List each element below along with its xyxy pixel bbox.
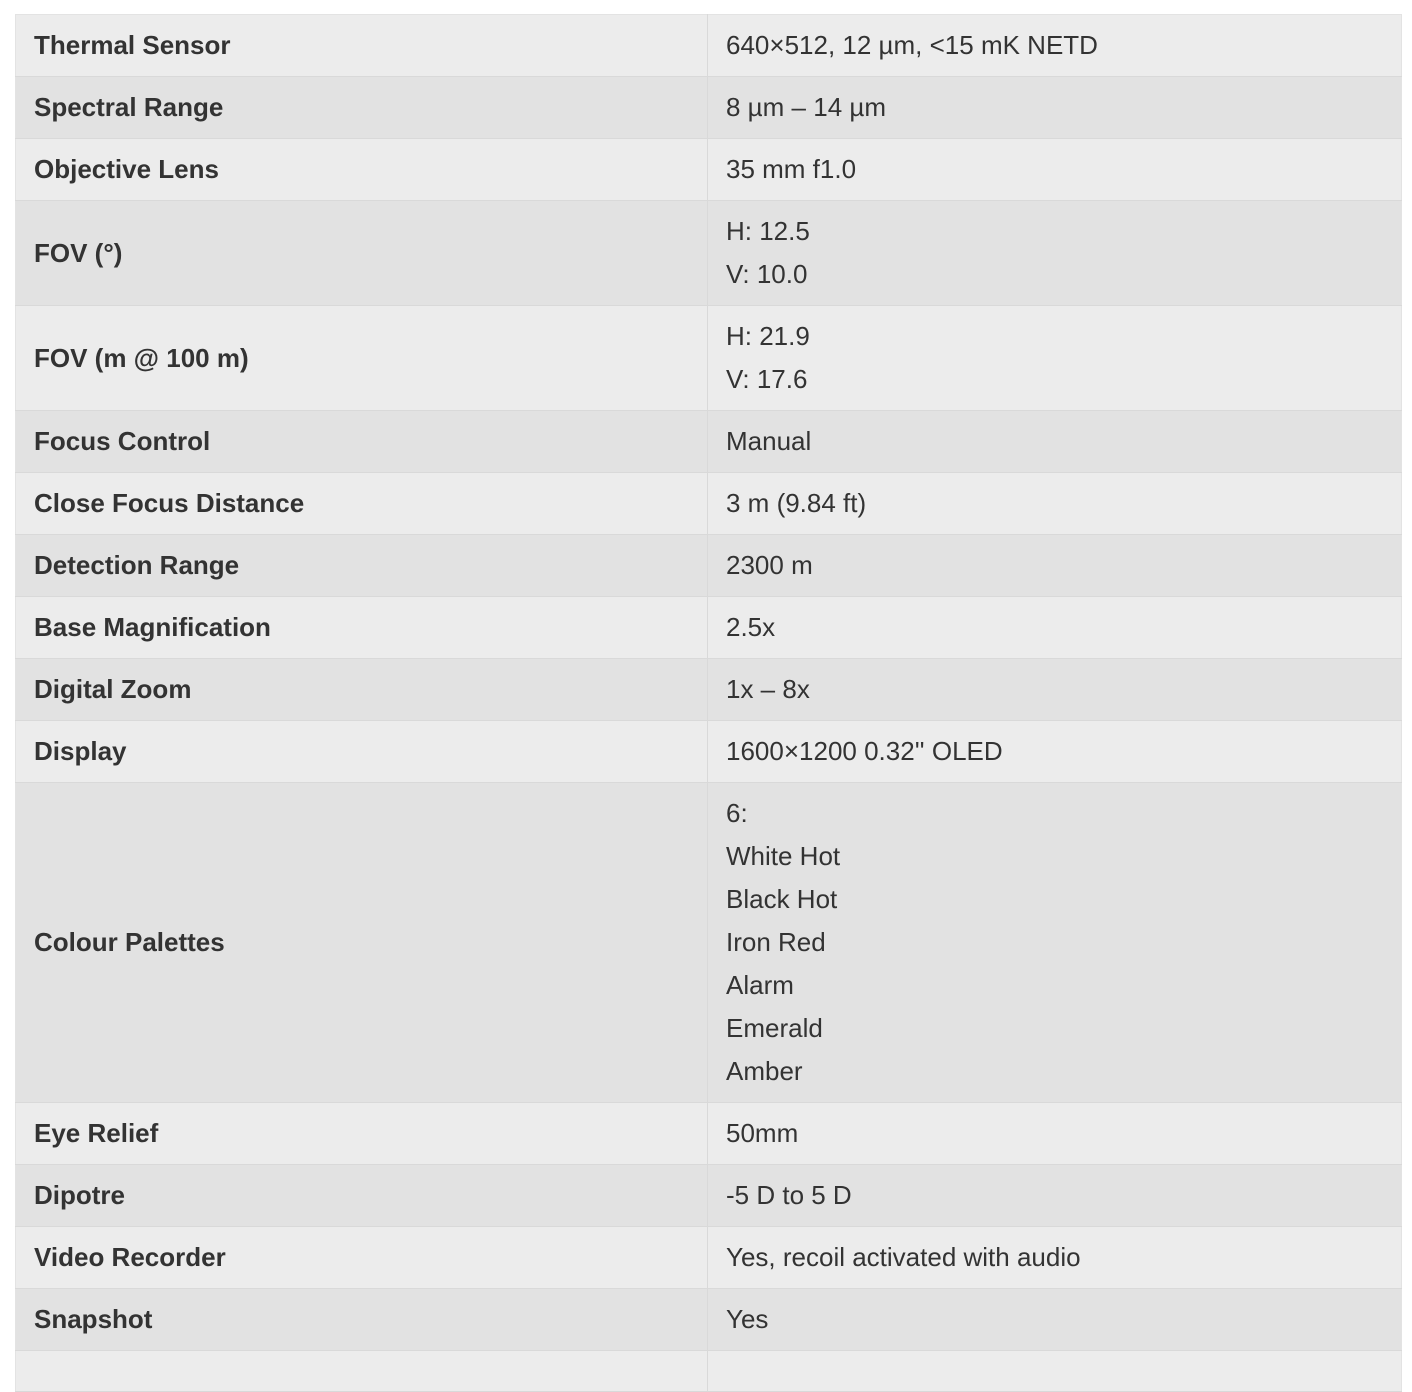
spec-label: Objective Lens [16,139,708,201]
spec-row [16,201,1402,306]
spec-label: FOV (°) [16,201,708,306]
spec-value-line: Yes, recoil activated with audio [726,1242,1081,1272]
spec-value-line: V: 17.6 [726,364,808,394]
spec-label: Display [16,721,708,783]
spec-label: Digital Zoom [16,659,708,721]
spec-label: FOV (m @ 100 m) [16,306,708,411]
spec-label: Spectral Range [16,77,708,139]
spec-value-line: 1x – 8x [726,674,810,704]
spec-value [708,473,1402,535]
spec-row [16,77,1402,139]
spec-row [16,721,1402,783]
spec-value-line: H: 12.5 [726,216,810,246]
spec-value [708,306,1402,411]
spec-value-line: 2300 m [726,550,813,580]
spec-value [708,535,1402,597]
spec-value-line: 3 m (9.84 ft) [726,488,867,518]
spec-value [708,77,1402,139]
spec-value-line: 8 µm – 14 µm [726,92,887,122]
spec-value-empty [708,1351,1402,1392]
spec-row [16,783,1402,1103]
spec-value-line: H: 21.9 [726,321,810,351]
spec-value-line: V: 10.0 [726,259,808,289]
spec-row [16,15,1402,77]
spec-row [16,535,1402,597]
spec-row [16,1103,1402,1165]
spec-row-partial [16,1351,1402,1392]
spec-row [16,411,1402,473]
spec-value-line: Manual [726,426,812,456]
spec-value [708,1103,1402,1165]
spec-value-line: Amber [726,1056,803,1086]
spec-value-line: 1600×1200 0.32'' OLED [726,736,1003,766]
spec-value-line: -5 D to 5 D [726,1180,852,1210]
spec-label: Video Recorder [16,1227,708,1289]
spec-row [16,1227,1402,1289]
spec-label: Focus Control [16,411,708,473]
spec-value-line: 6: [726,798,748,828]
spec-value [708,139,1402,201]
spec-label: Close Focus Distance [16,473,708,535]
spec-row [16,1289,1402,1351]
spec-value-line: Yes [726,1304,769,1334]
spec-value-line: 35 mm f1.0 [726,154,857,184]
spec-value [708,1165,1402,1227]
spec-value-line: White Hot [726,841,841,871]
spec-value [708,783,1402,1103]
spec-value [708,659,1402,721]
spec-label: Snapshot [16,1289,708,1351]
spec-row [16,139,1402,201]
spec-row [16,597,1402,659]
spec-table [15,14,1402,1392]
spec-label: Base Magnification [16,597,708,659]
spec-value-line: Iron Red [726,927,826,957]
spec-row [16,473,1402,535]
spec-label-empty [16,1351,708,1392]
spec-value [708,15,1402,77]
spec-value-line: Alarm [726,970,794,1000]
spec-label: Detection Range [16,535,708,597]
spec-row [16,1165,1402,1227]
spec-label: Thermal Sensor [16,15,708,77]
spec-value [708,201,1402,306]
spec-value [708,1289,1402,1351]
spec-table-body [16,15,1402,1392]
spec-value-line: Emerald [726,1013,823,1043]
spec-value-line: Black Hot [726,884,838,914]
spec-label: Dipotre [16,1165,708,1227]
spec-row [16,306,1402,411]
spec-row [16,659,1402,721]
spec-value-line: 640×512, 12 µm, <15 mK NETD [726,30,1098,60]
spec-value [708,411,1402,473]
spec-label: Eye Relief [16,1103,708,1165]
spec-value [708,1227,1402,1289]
spec-value-line: 50mm [726,1118,799,1148]
spec-value [708,597,1402,659]
spec-value-line: 2.5x [726,612,776,642]
spec-label: Colour Palettes [16,783,708,1103]
spec-value [708,721,1402,783]
